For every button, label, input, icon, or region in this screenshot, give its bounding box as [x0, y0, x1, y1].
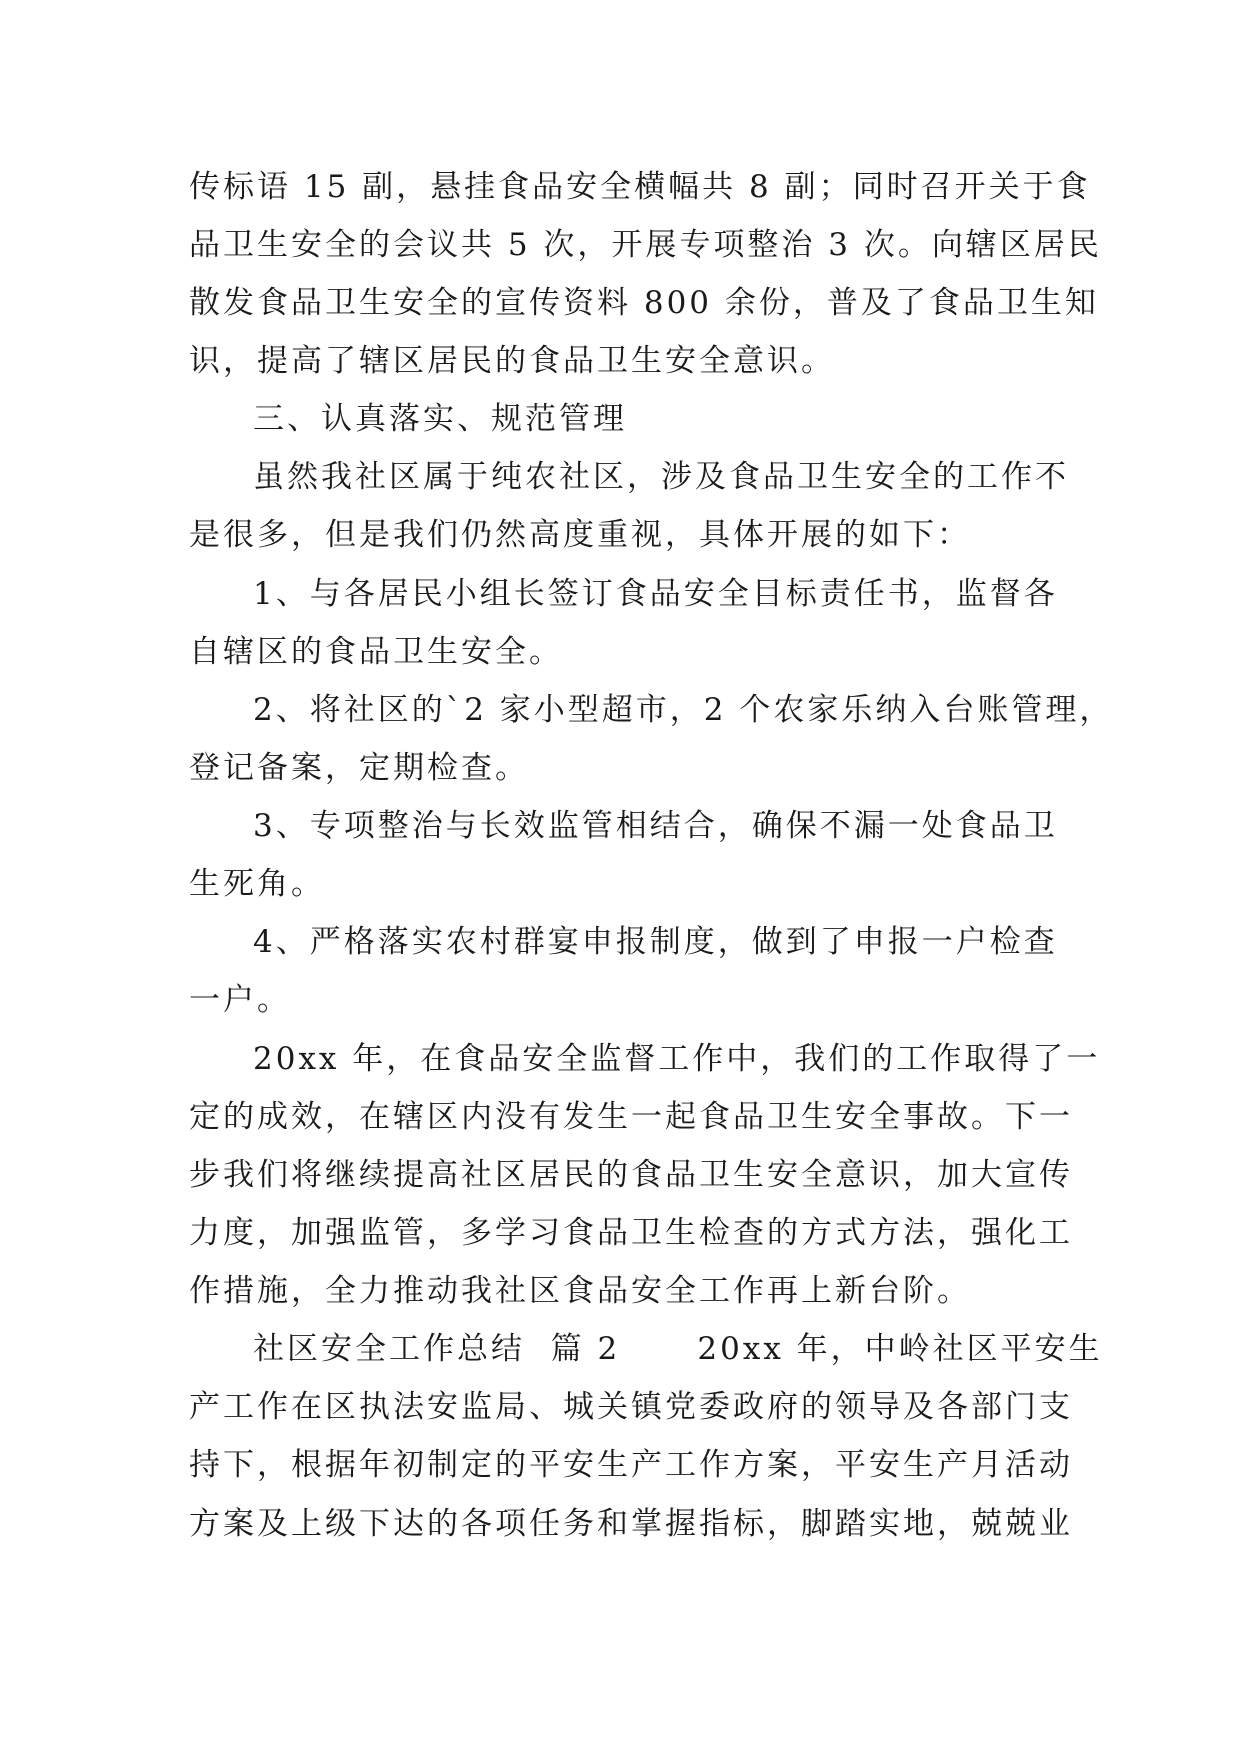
list-item-line: 1、与各居民小组长签订食品安全目标责任书，监督各	[253, 576, 1058, 612]
text-line: 是很多，但是我们仍然高度重视，具体开展的如下：	[189, 517, 971, 553]
list-item-line: 登记备案，定期检查。	[189, 750, 529, 786]
text-line: 作措施，全力推动我社区食品安全工作再上新台阶。	[189, 1273, 971, 1309]
text-line: 虽然我社区属于纯农社区，涉及食品卫生安全的工作不	[253, 459, 1069, 495]
list-item-line: 生死角。	[189, 866, 325, 902]
text-line: 定的成效，在辖区内没有发生一起食品卫生安全事故。下一	[189, 1099, 1073, 1135]
list-item-line: 2、将社区的`2 家小型超市，2 个农家乐纳入台账管理，	[253, 692, 1114, 728]
text-line: 品卫生安全的会议共 5 次，开展专项整治 3 次。向辖区居民	[189, 227, 1102, 263]
text-line: 力度，加强监管，多学习食品卫生检查的方式方法，强化工	[189, 1215, 1073, 1251]
section-heading: 三、认真落实、规范管理	[253, 401, 627, 437]
list-item-line: 一户。	[189, 982, 291, 1018]
list-item-line: 3、专项整治与长效监管相结合，确保不漏一处食品卫	[253, 808, 1058, 844]
text-line: 散发食品卫生安全的宣传资料 800 余份，普及了食品卫生知	[189, 285, 1099, 321]
text-line: 步我们将继续提高社区居民的食品卫生安全意识，加大宣传	[189, 1157, 1073, 1193]
text-line: 社区安全工作总结 篇 2 20xx 年，中岭社区平安生	[253, 1331, 1103, 1367]
list-item-line: 自辖区的食品卫生安全。	[189, 634, 563, 670]
text-line: 传标语 15 副，悬挂食品安全横幅共 8 副；同时召开关于食	[189, 169, 1091, 205]
text-line: 产工作在区执法安监局、城关镇党委政府的领导及各部门支	[189, 1389, 1073, 1425]
list-item-line: 4、严格落实农村群宴申报制度，做到了申报一户检查	[253, 924, 1058, 960]
text-line: 识，提高了辖区居民的食品卫生安全意识。	[189, 343, 835, 379]
text-line: 20xx 年，在食品安全监督工作中，我们的工作取得了一	[253, 1041, 1101, 1077]
text-line: 持下，根据年初制定的平安生产工作方案，平安生产月活动	[189, 1447, 1073, 1483]
text-line: 方案及上级下达的各项任务和掌握指标，脚踏实地，兢兢业	[189, 1506, 1073, 1542]
